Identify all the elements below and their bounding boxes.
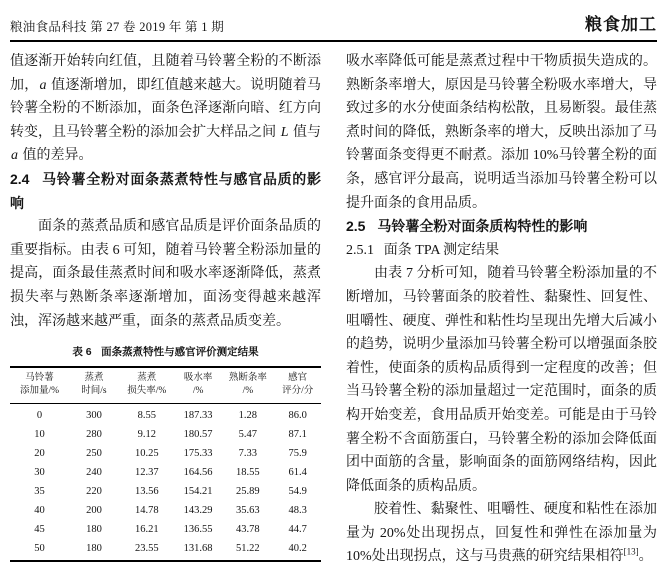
col-header-sensory-score: 感官 评分/分: [274, 367, 321, 404]
section-heading-2-4: [10, 168, 321, 215]
table-caption-label: 表 6: [72, 346, 92, 359]
paragraph-text: 值与: [289, 124, 322, 140]
col-header-cook-loss: 蒸煮 损失率/%: [119, 367, 175, 404]
paragraph-absorption-discussion: 吸水率降低可能是蒸煮过程中干物质损失造成的。熟断条率增大，原因是马铃薯全粉吸水率增大，导致过多的水分使面条结构松散，且易断裂。最佳蒸煮时间的降低，熟断条率的增大，反映出添加了马铃薯面条变得更不耐煮。添加 10%马铃薯全粉的面条，感官评分最高，说明适当添加马铃薯全粉可以提升面条的食用品质。: [346, 54, 657, 211]
section-number: 2.4: [10, 170, 30, 187]
col-header-potato-amount: 马铃薯 添加量/%: [10, 367, 69, 404]
paragraph-text: 值的差异。: [19, 148, 93, 164]
section-number: 2.5: [346, 218, 366, 235]
citation-ref-13: [13]: [623, 546, 639, 557]
subsection-title: 面条 TPA 测定结果: [383, 242, 500, 258]
right-column: [346, 50, 657, 569]
col-header-cook-time: 蒸煮 时间/s: [69, 367, 119, 404]
table-row: 20 250 10.25 175.33 7.33 75.9: [34, 448, 307, 460]
section-title: 马铃薯全粉对面条质构特性的影响: [377, 218, 588, 235]
table-row: 35 220 13.56 154.21 25.89 54.9: [34, 486, 307, 498]
section-title: 马铃薯全粉对面条蒸煮特性与感官品质的影响: [10, 170, 321, 211]
col-header-water-absorption: 吸水率 /%: [175, 367, 222, 404]
table-row: 50 180 23.55 131.68 51.22 40.2: [34, 543, 307, 555]
variable-a: a: [39, 77, 47, 93]
table-row: 40 200 14.78 143.29 35.63 48.3: [34, 505, 307, 517]
section-heading-2-5: [346, 215, 657, 239]
paragraph-tpa-results: 由表 7 分析可知，随着马铃薯全粉添加量的不断增加，马铃薯面条的胶着性、黏聚性、回复性、咀嚼性、硬度、弹性和粘性均呈现出先增大后减小的趋势，说明少量添加马铃薯全粉可以增强面条胶着性，使面条的质构品质得到一定程度的改善；但当马铃薯全粉的添加量超过一定范围时，面条的质构开始变差，食用品质开始变差。可能是由于马铃薯全粉不含面筋蛋白，马铃薯全粉的添加会降低面团中面筋的含量，影响面条的面筋网络结构，因此降低面条的质构品质。: [346, 266, 657, 494]
subsection-number: 2.5.1: [346, 242, 374, 258]
journal-issue-info: 粮油食品科技 第 27 卷 2019 年 第 1 期: [10, 20, 225, 34]
journal-section-label: 粮食加工: [585, 15, 657, 34]
left-column: [10, 50, 321, 569]
running-head: [10, 6, 657, 42]
table6-block: [10, 345, 321, 562]
paragraph-text: 。: [638, 549, 653, 565]
paragraph-cooking-quality: 面条的蒸煮品质和感官品质是评价面条品质的重要指标。由表 6 可知，随着马铃薯全粉添加量的提高，面条最佳蒸煮时间和吸水率逐渐降低，蒸煮损失率与熟断条率逐渐增加，面汤变得越来越浑浊，浑汤越来越严重，面条的蒸煮品质变差。: [10, 219, 321, 329]
table-row: 45 180 16.21 136.55 43.78 44.7: [34, 524, 307, 536]
paragraph-text: 值逐渐增加，即红值越来越大。说明随着马铃薯全粉的不断添加，面条色泽逐渐向暗、红方向转变，且马铃薯全粉的添加会扩大样品之间: [10, 77, 322, 140]
col-header-broken-rate: 熟断条率 /%: [221, 367, 274, 404]
table6-body: [10, 404, 321, 562]
paragraph-color-values: [10, 50, 321, 168]
table-row: 30 240 12.37 164.56 18.55 61.4: [34, 467, 307, 479]
table-caption-title: 面条蒸煮特性与感官评价测定结果: [101, 346, 259, 359]
paragraph-text: 值逐渐开始转向红值，且随着马铃薯全粉的不断添加，: [10, 54, 321, 93]
table6-header: [10, 367, 321, 404]
two-column-body: [10, 50, 657, 569]
table-header-row: [10, 367, 321, 404]
table-row: 10 280 9.12 180.57 5.47 87.1: [34, 429, 307, 441]
variable-a: a: [11, 148, 18, 164]
subsection-heading-2-5-1: [346, 239, 657, 263]
table6-cooking-sensory-results: [10, 366, 321, 562]
variable-L: L: [280, 124, 289, 140]
paragraph-text: 胶着性、黏聚性、咀嚼性、硬度和粘性在添加量为 20%处出现拐点，回复性和弹性在添加量为 10%处出现拐点，这与马贵燕的研究结果相符: [346, 502, 657, 565]
paragraph-inflection-points: [346, 498, 657, 569]
table-row: 0 300 8.55 187.33 1.28 86.0: [36, 410, 307, 422]
table6-caption: [10, 345, 321, 359]
